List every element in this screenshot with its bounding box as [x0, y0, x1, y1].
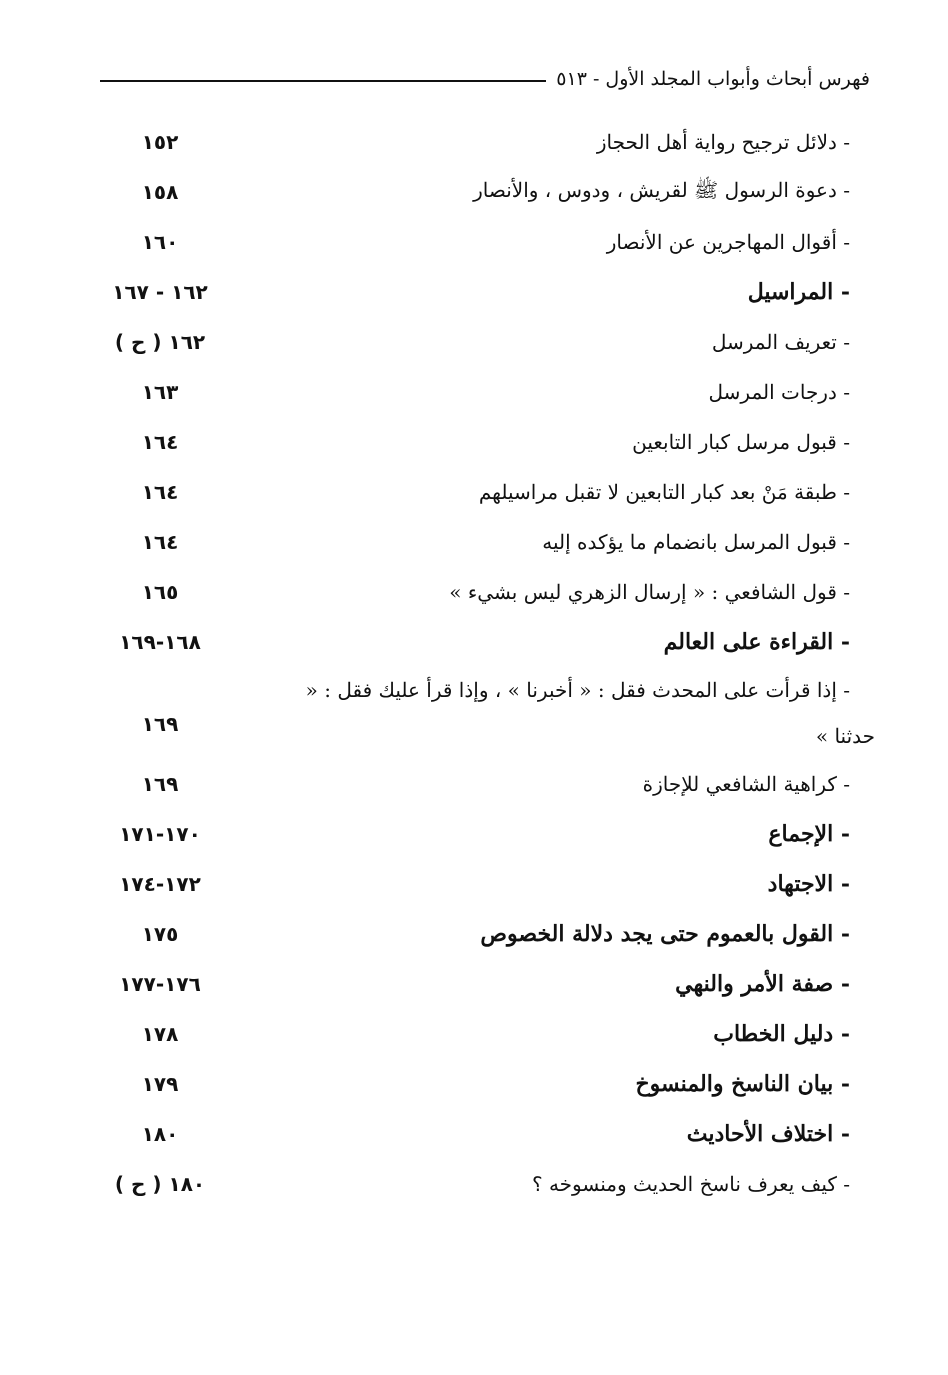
index-entry	[100, 862, 850, 906]
entry-page: ١٧٢-١٧٤	[119, 872, 201, 896]
header-title: فهرس أبحاث وأبواب المجلد الأول - ٥١٣	[556, 68, 870, 90]
entry-page: ١٥٨	[141, 180, 179, 204]
entry-title: - القراءة على العالم	[663, 629, 850, 655]
entry-page: ١٦٩	[141, 772, 179, 796]
entry-page: ١٦٩	[141, 712, 179, 736]
entry-page: ١٦٢ ( ح )	[114, 330, 206, 354]
index-entry	[100, 270, 850, 314]
entry-page: ١٦٤	[141, 430, 179, 454]
index-entry	[100, 762, 850, 806]
entry-page: ١٧٠-١٧١	[119, 822, 201, 846]
index-entry	[100, 962, 850, 1006]
entry-page: ١٧٦-١٧٧	[119, 972, 201, 996]
entry-title: - قبول المرسل بانضمام ما يؤكده إليه	[542, 530, 850, 554]
running-header	[100, 64, 870, 94]
index-entry	[100, 520, 850, 564]
entry-page: ١٦٠	[141, 230, 179, 254]
entry-title: - دلائل ترجيح رواية أهل الحجاز	[596, 130, 850, 154]
index-entry	[100, 1062, 850, 1106]
index-entry	[100, 420, 850, 464]
index-entry	[100, 370, 850, 414]
entry-title: - قول الشافعي : « إرسال الزهري ليس بشيء »	[449, 580, 850, 604]
entry-page: ١٧٨	[141, 1022, 179, 1046]
entry-title: - الاجتهاد	[767, 871, 850, 897]
entry-title-line1: - إذا قرأت على المحدث فقل : « أخبرنا » ، وإذا قرأ عليك فقل : «	[305, 678, 850, 702]
entry-title: - دليل الخطاب	[713, 1021, 850, 1047]
entry-page: ١٨٠	[141, 1122, 179, 1146]
entry-title: - طبقة مَنْ بعد كبار التابعين لا تقبل مراسيلهم	[478, 480, 850, 504]
entry-title: - أقوال المهاجرين عن الأنصار	[606, 230, 850, 254]
entry-page: ١٦٢ - ١٦٧	[112, 280, 208, 304]
entry-page: ١٦٤	[141, 480, 179, 504]
entry-title: - كيف يعرف ناسخ الحديث ومنسوخه ؟	[531, 1172, 850, 1196]
index-entry	[100, 570, 850, 614]
index-entry	[100, 1112, 850, 1156]
index-entry	[100, 120, 850, 164]
entry-title: - كراهية الشافعي للإجازة	[642, 772, 850, 796]
entry-title: - القول بالعموم حتى يجد دلالة الخصوص	[480, 921, 850, 947]
index-entry	[100, 170, 850, 214]
index-entry	[100, 470, 850, 514]
entry-title-line2: حدثنا »	[815, 724, 875, 748]
index-entry	[100, 320, 850, 364]
index-entry-wrapped	[95, 678, 875, 768]
entry-page: ١٦٣	[141, 380, 179, 404]
entry-page: ١٧٥	[141, 922, 179, 946]
entry-title: - قبول مرسل كبار التابعين	[632, 430, 850, 454]
entry-page: ١٨٠ ( ح )	[114, 1172, 206, 1196]
index-entry	[100, 1162, 850, 1206]
entry-title: - دعوة الرسول ﷺ لقريش ، ودوس ، والأنصار	[473, 177, 850, 202]
index-entry	[100, 912, 850, 956]
entry-title: - بيان الناسخ والمنسوخ	[635, 1071, 850, 1097]
entry-page: ١٦٨-١٦٩	[119, 630, 201, 654]
index-entry	[100, 620, 850, 664]
header-rule	[100, 80, 546, 82]
index-entry	[100, 1012, 850, 1056]
index-entry	[100, 220, 850, 264]
entry-title: - اختلاف الأحاديث	[686, 1121, 850, 1147]
entry-title: - المراسيل	[747, 279, 850, 305]
entry-title: - درجات المرسل	[708, 380, 850, 404]
entry-title: - الإجماع	[768, 821, 850, 847]
entry-page: ١٦٤	[141, 530, 179, 554]
entry-page: ١٧٩	[141, 1072, 179, 1096]
entry-title: - صفة الأمر والنهي	[675, 971, 850, 997]
index-entry	[100, 812, 850, 856]
entry-page: ١٥٢	[141, 130, 179, 154]
entry-title: - تعريف المرسل	[711, 330, 850, 354]
entry-page: ١٦٥	[141, 580, 179, 604]
